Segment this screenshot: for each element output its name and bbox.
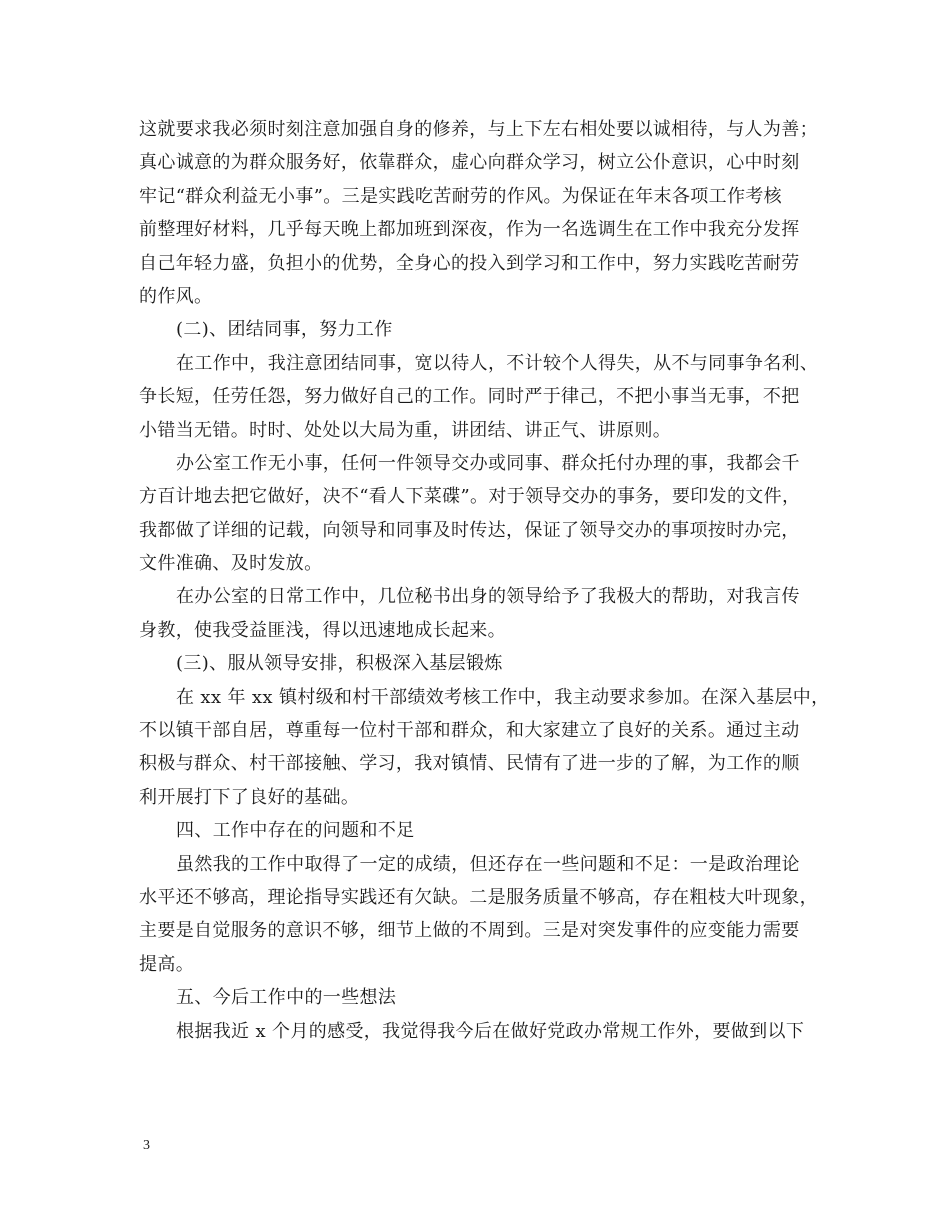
text-line: 在 xx 年 xx 镇村级和村干部绩效考核工作中，我主动要求参加。在深入基层中， [176,686,830,708]
text-line: 我都做了详细的记载，向领导和同事及时传达，保证了领导交办的事项按时办完， [139,519,800,541]
text-line: 利开展打下了良好的基础。 [139,786,360,808]
text-line: 根据我近 x 个月的感受，我觉得我今后在做好党政办常规工作外，要做到以下 [176,1020,805,1042]
text-line: 的作风。 [139,285,213,307]
section-heading: 四、工作中存在的问题和不足 [176,820,415,842]
text-line: 在工作中，我注意团结同事，宽以待人，不计较个人得失，从不与同事争名利、 [176,352,819,374]
text-line: 在办公室的日常工作中，几位秘书出身的领导给予了我极大的帮助，对我言传 [176,586,800,608]
text-line: 虽然我的工作中取得了一定的成绩，但还存在一些问题和不足：一是政治理论 [176,853,800,875]
text-line: 身教，使我受益匪浅，得以迅速地成长起来。 [139,619,506,641]
text-line: 办公室工作无小事，任何一件领导交办或同事、群众托付办理的事，我都会千 [176,452,800,474]
document-body [139,113,830,1048]
text-line: 前整理好材料，几乎每天晚上都加班到深夜，作为一名选调生在工作中我充分发挥 [139,219,800,241]
text-line: 水平还不够高，理论指导实践还有欠缺。二是服务质量不够高，存在粗枝大叶现象， [139,886,818,908]
section-heading: 五、今后工作中的一些想法 [176,987,397,1009]
text-line: 真心诚意的为群众服务好，依靠群众，虚心向群众学习，树立公仆意识，心中时刻 [139,152,800,174]
text-line: 牢记“群众利益无小事”。三是实践吃苦耐劳的作风。为保证在年末各项工作考核 [139,185,783,207]
text-line: 不以镇干部自居，尊重每一位村干部和群众，和大家建立了良好的关系。通过主动 [139,720,800,742]
page-number: 3 [143,1138,150,1153]
text-line: 小错当无错。时时、处处以大局为重，讲团结、讲正气、讲原则。 [139,419,672,441]
text-line: 这就要求我必须时刻注意加强自身的修养，与上下左右相处要以诚相待，与人为善； [139,119,818,140]
section-heading: (二)、团结同事，努力工作 [176,319,393,341]
text-line: 文件准确、及时发放。 [139,553,323,575]
text-line: 争长短，任劳任怨，努力做好自己的工作。同时严于律己，不把小事当无事，不把 [139,386,800,408]
text-line: 方百计地去把它做好，决不“看人下菜碟”。对于领导交办的事务，要印发的文件， [139,486,801,508]
text-line: 主要是自觉服务的意识不够，细节上做的不周到。三是对突发事件的应变能力需要 [139,920,800,942]
text-line: 自己年轻力盛，负担小的优势，全身心的投入到学习和工作中，努力实践吃苦耐劳 [139,252,800,274]
text-line: 提高。 [139,953,195,975]
section-heading: (三)、服从领导安排，积极深入基层锻炼 [176,653,503,675]
text-line: 积极与群众、村干部接触、学习，我对镇情、民情有了进一步的了解，为工作的顺 [139,753,800,775]
